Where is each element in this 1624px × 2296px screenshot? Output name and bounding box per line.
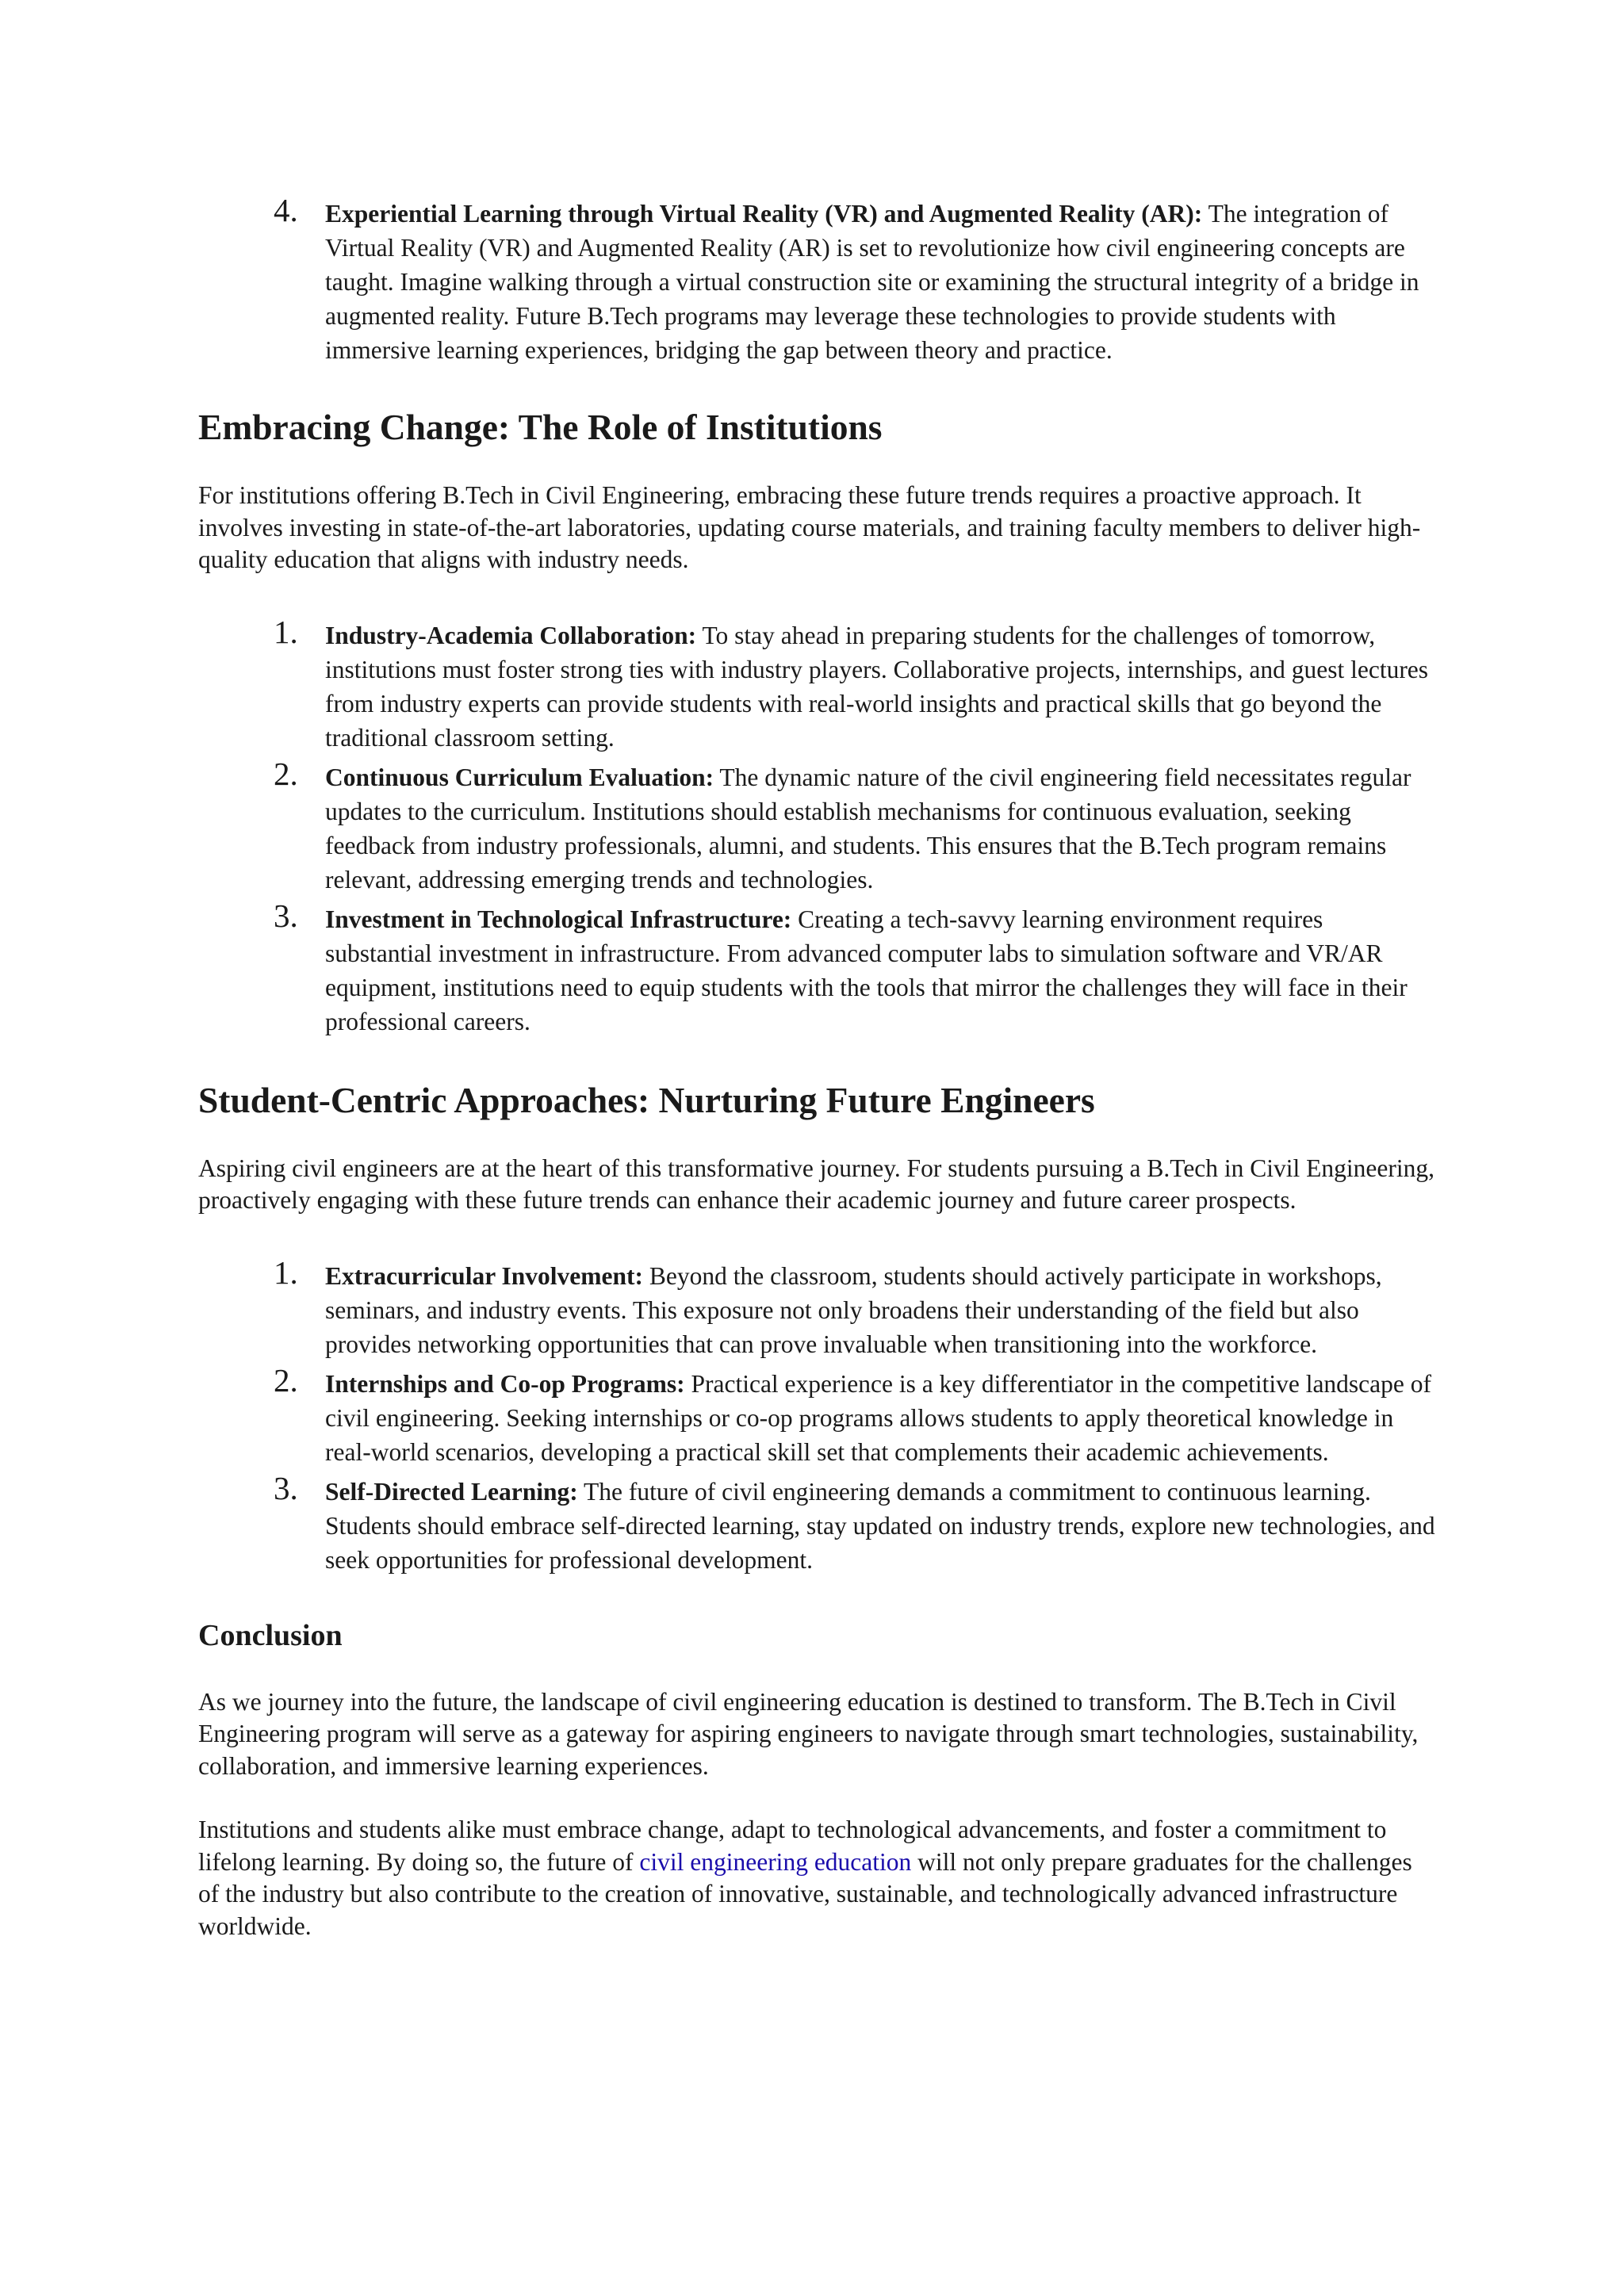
numbered-list-students: [198, 1253, 1435, 1577]
list-item-text: Beyond the classroom, students should actively participate in workshops, seminars, and industry events. This exposure not only broadens their understanding of the field but also provides networking opportunities that can prove invaluable when transitioning into the workforce.: [325, 1261, 1382, 1358]
list-item-text: Creating a tech-savvy learning environment requires substantial investment in infrastructure. From advanced computer labs to simulation software and VR/AR equipment, institutions need to equip students with the tools that mirror the challenges they will face in their professional careers.: [325, 905, 1408, 1035]
section-intro-institutions: For institutions offering B.Tech in Civil Engineering, embracing these future trends requires a proactive approach. It involves investing in state-of-the-art laboratories, updating course materials, and training faculty members to deliver high-quality education that aligns with industry needs.: [198, 481, 1421, 573]
list-item-text: The integration of Virtual Reality (VR) and Augmented Reality (AR) is set to revolutionize how civil engineering concepts are taught. Imagine walking through a virtual construction site or examining the structural integrity of a bridge in augmented reality. Future B.Tech programs may leverage these technologies to provide students with immersive learning experiences, bridging the gap between theory and practice.: [325, 200, 1419, 364]
list-item-lead: Internships and Co-op Programs:: [325, 1369, 685, 1398]
list-item-number: 4.: [274, 192, 298, 228]
list-item-number: 2.: [274, 755, 298, 792]
list-item: [198, 1469, 1435, 1577]
list-item-number: 1.: [274, 1253, 298, 1291]
numbered-list-institutions: [198, 613, 1435, 1039]
conclusion-heading: Conclusion: [198, 1618, 343, 1652]
list-item-number: 3.: [274, 1469, 298, 1506]
list-item: [198, 1253, 1435, 1361]
list-item-lead: Investment in Technological Infrastructure:: [325, 905, 792, 933]
section-heading-institutions: Embracing Change: The Role of Institutions: [198, 407, 883, 447]
list-item: [198, 613, 1435, 755]
list-item-text: To stay ahead in preparing students for the challenges of tomorrow, institutions must foster strong ties with industry players. Collaborative projects, internships, and guest lectures from industry experts can provide students with real-world insights and practical skills that go beyond the traditional classroom setting.: [325, 621, 1429, 752]
list-item-lead: Experiential Learning through Virtual Reality (VR) and Augmented Reality (AR):: [325, 200, 1203, 228]
conclusion-paragraph-1: As we journey into the future, the landscape of civil engineering education is destined to transform. The B.Tech in Civil Engineering program will serve as a gateway for aspiring engineers to navigate through smart technologies, sustainability, collaboration, and immersive learning experiences.: [198, 1687, 1419, 1780]
numbered-list-top: [198, 192, 1435, 367]
list-item: [198, 755, 1435, 897]
list-item: [198, 897, 1435, 1039]
section-heading-students: Student-Centric Approaches: Nurturing Future Engineers: [198, 1079, 1095, 1120]
document-page: [198, 192, 1435, 1942]
conclusion-paragraph-2-text-after: will not only prepare graduates for the challenges of the industry but also contribute to the creation of innovative, sustainable, and technologically advanced infrastructure worldwide.: [198, 1847, 1412, 1940]
list-item-lead: Industry-Academia Collaboration:: [325, 621, 697, 649]
list-item-text: Practical experience is a key differentiator in the competitive landscape of civil engineering. Seeking internships or co-op programs allows students to apply theoretical knowledge in real-world scenarios, developing a practical skill set that complements their academic achievements.: [325, 1369, 1431, 1466]
list-item-text: The future of civil engineering demands a commitment to continuous learning. Students should embrace self-directed learning, stay updated on industry trends, explore new technologies, and seek opportunities for professional development.: [325, 1477, 1435, 1574]
conclusion-paragraph-2: [198, 1814, 1435, 1942]
list-item-number: 1.: [274, 613, 298, 650]
list-item: [198, 1361, 1435, 1469]
list-item-lead: Self-Directed Learning:: [325, 1477, 578, 1506]
section-intro-students: Aspiring civil engineers are at the heart of this transformative journey. For students pursuing a B.Tech in Civil Engineering, proactively engaging with these future trends can enhance their academic journey and future career prospects.: [198, 1154, 1435, 1214]
list-item-lead: Continuous Curriculum Evaluation:: [325, 763, 714, 791]
list-item: [198, 192, 1435, 367]
list-item-number: 2.: [274, 1361, 298, 1399]
list-item-number: 3.: [274, 897, 298, 934]
civil-engineering-education-link[interactable]: civil engineering education: [639, 1847, 912, 1876]
list-item-text: The dynamic nature of the civil engineering field necessitates regular updates to the curriculum. Institutions should establish mechanisms for continuous evaluation, seeking feedback from industry professionals, alumni, and students. This ensures that the B.Tech program remains relevant, addressing emerging trends and technologies.: [325, 763, 1411, 894]
list-item-lead: Extracurricular Involvement:: [325, 1261, 643, 1290]
conclusion-paragraph-2-text-before: Institutions and students alike must embrace change, adapt to technological advancements, and foster a commitment to lifelong learning. By doing so, the future of: [198, 1816, 1387, 1876]
